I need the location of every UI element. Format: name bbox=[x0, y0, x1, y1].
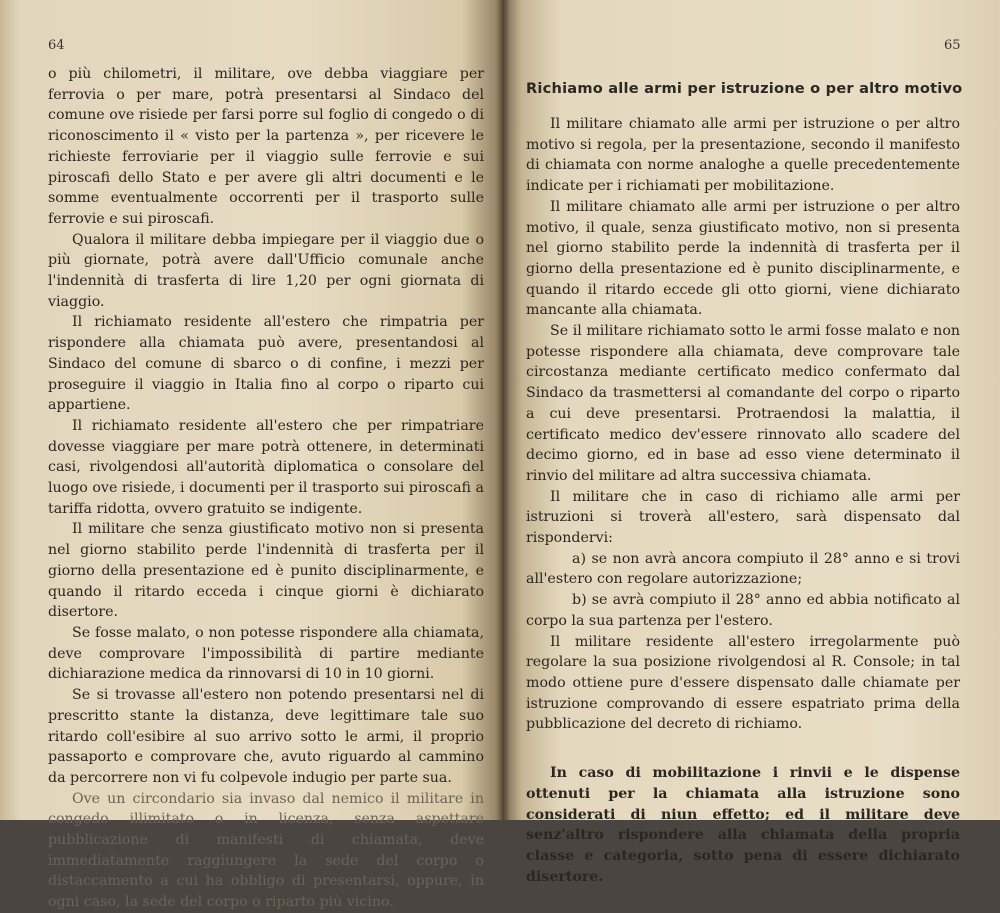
paragraph: Se si trovasse all'estero non potendo presentarsi nel di prescritto stante la distanza, deve legittimare tale suo ritardo coll'esibire al suo arrivo sotto le armi, il proprio passaporto e comprovare che, avuto riguardo al cammino da percorrere non vi fu colpevole indugio per parte sua. bbox=[48, 687, 484, 786]
page-number-right: 65 bbox=[944, 38, 961, 53]
paragraph: o più chilometri, il militare, ove debba viaggiare per ferrovia o per mare, potrà presentarsi al Sindaco del comune ove risiede per farsi porre sul foglio di congedo o di riconoscimento il « visto per la partenza », per ricevere le richieste ferroviarie per il viaggio sulle ferrovie e sui piroscafi dello Stato e per avere gli altri documenti e le somme eventualmente occorrenti per il trasporto sulle ferrovie e sui piroscafi. bbox=[48, 66, 484, 227]
left-page-text bbox=[48, 64, 484, 913]
section-title: Richiamo alle armi per istruzione o per altro motivo bbox=[526, 80, 963, 97]
paragraph: Il militare chiamato alle armi per istruzione o per altro motivo, il quale, senza giustificato motivo, non si presenta nel giorno stabilito perde la indennità di trasferta per il giorno della presentazione ed è punito disciplinarmente, e quando il ritardo eccede gli otto giorni, viene dichiarato mancante alla chiamata. bbox=[526, 198, 960, 319]
paragraph: Se il militare richiamato sotto le armi fosse malato e non potesse rispondere alla chiamata, deve comprovare tale circostanza mediante certificato medico confermato dal Sindaco da trasmettersi al comandante del corpo o riparto a cui deve presentarsi. Protraendosi la malattia, il certificato medico dev'essere rinnovato allo scadere del decimo giorno, ed in base ad esso viene determinato il rinvio del militare ad altra successiva chiamata. bbox=[526, 323, 960, 484]
final-note: In caso di mobilitazione i rinvii e le dispense ottenuti per la chiamata alla istruzione sono considerati di niun effetto; ed il militare deve senz'altro rispondere alla chiamata della propria classe e categoria, sotto pena di essere dichiarato disertore. bbox=[526, 765, 960, 885]
paragraph: Il militare che in caso di richiamo alle armi per istruzioni si troverà all'estero, sarà dispensato dal rispondervi: bbox=[526, 488, 960, 547]
paragraph: b) se avrà compiuto il 28° anno ed abbia notificato al corpo la sua partenza per l'estero. bbox=[526, 592, 960, 629]
right-page bbox=[502, 0, 1000, 885]
paragraph: Il richiamato residente all'estero che rimpatria per rispondere alla chiamata può avere, presentandosi al Sindaco del comune di sbarco o di confine, i mezzi per proseguire il viaggio in Italia fino al corpo o riparto cui appartiene. bbox=[48, 314, 484, 414]
paragraph: Se fosse malato, o non potesse rispondere alla chiamata, deve comprovare l'impossibilità di partire mediante dichiarazione medica da rinnovarsi di 10 in 10 giorni. bbox=[48, 624, 484, 683]
paragraph: a) se non avrà ancora compiuto il 28° anno e si trovi all'estero con regolare autorizzazione; bbox=[526, 550, 960, 588]
paragraph: Il militare che senza giustificato motivo non si presenta nel giorno stabilito perde l'indennità di trasferta per il giorno della presentazione ed è punito disciplinarmente, e quando il ritardo ecceda i cinque giorni è dichiarato disertore. bbox=[48, 521, 484, 621]
page-number-left: 64 bbox=[48, 38, 65, 53]
paragraph: Il richiamato residente all'estero che per rimpatriare dovesse viaggiare per mare potrà ottenere, in determinati casi, rivolgendosi all'autorità diplomatica o consolare del luogo ove risiede, i documenti per il trasporto sui piroscafi a tariffa ridotta, ovvero gratuito se indigente. bbox=[48, 417, 484, 517]
book-gutter bbox=[496, 0, 510, 820]
paragraph: Qualora il militare debba impiegare per il viaggio due o più giornate, potrà avere dall'Ufficio comunale anche l'indennità di trasferta di lire 1,20 per ogni giornata di viaggio. bbox=[48, 231, 484, 310]
paragraph: Il militare residente all'estero irregolarmente può regolare la sua posizione rivolgendosi al R. Console; in tal modo ottiene pure d'essere dispensato dalle chiamate per istruzione comprovando di essere espatriato prima della pubblicazione del decreto di richiamo. bbox=[526, 633, 960, 733]
spacer bbox=[526, 735, 960, 763]
paragraph: Ove un circondario sia invaso dal nemico il militare in congedo illimitato o in licenza, senza aspettare pubblicazione di manifesti di chiamata, deve immediatamente raggiungere la sede del corpo o distaccamento a cui ha obbligo di presentarsi, oppure, in ogni caso, la sede del corpo o riparto più vicino. bbox=[48, 790, 484, 911]
paragraph: Il militare chiamato alle armi per istruzione o per altro motivo si regola, per la presentazione, secondo il manifesto di chiamata con norme analoghe a quelle precedentemente indicate per i richiamati per mobilitazione. bbox=[526, 116, 960, 195]
right-page-text bbox=[526, 114, 960, 887]
